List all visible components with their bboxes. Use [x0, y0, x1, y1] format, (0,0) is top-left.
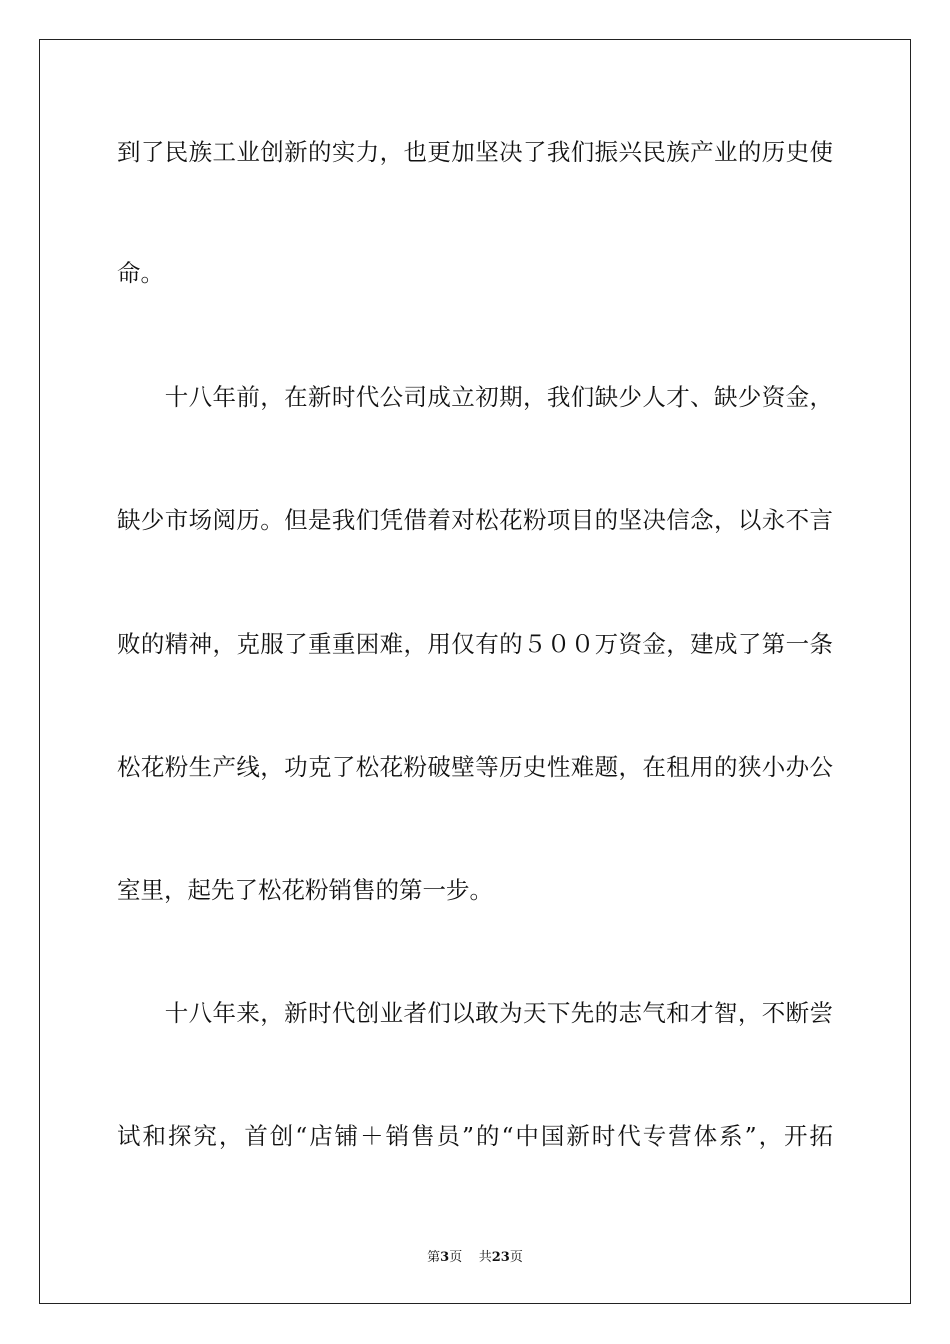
- paragraph-line-4: 缺少市场阅历。但是我们凭借着对松花粉项目的坚决信念，以永不言: [117, 506, 833, 534]
- paragraph-line-2: 命。: [117, 259, 164, 287]
- page-current: 3: [440, 1250, 450, 1265]
- paragraph-line-5: 败的精神，克服了重重困难，用仅有的５００万资金，建成了第一条: [117, 630, 833, 658]
- paragraph-line-1: 到了民族工业创新的实力，也更加坚决了我们振兴民族产业的历史使: [117, 138, 833, 166]
- page-prefix: 第: [427, 1250, 441, 1265]
- total-suffix: 页: [509, 1250, 523, 1265]
- paragraph-line-3: 十八年前，在新时代公司成立初期，我们缺少人才、缺少资金，: [117, 383, 833, 411]
- page-suffix: 页: [449, 1250, 463, 1265]
- page-footer: [0, 1246, 950, 1265]
- paragraph-line-6: 松花粉生产线，功克了松花粉破壁等历史性难题，在租用的狭小办公: [117, 753, 833, 781]
- page-border: [39, 39, 911, 1304]
- total-prefix: 共: [478, 1250, 492, 1265]
- page-total: 23: [491, 1250, 510, 1265]
- paragraph-line-9: 试和探究，首创“店铺＋销售员”的“中国新时代专营体系”，开拓: [117, 1122, 833, 1150]
- paragraph-line-8: 十八年来，新时代创业者们以敢为天下先的志气和才智，不断尝: [117, 999, 833, 1027]
- paragraph-line-7: 室里，起先了松花粉销售的第一步。: [117, 876, 493, 904]
